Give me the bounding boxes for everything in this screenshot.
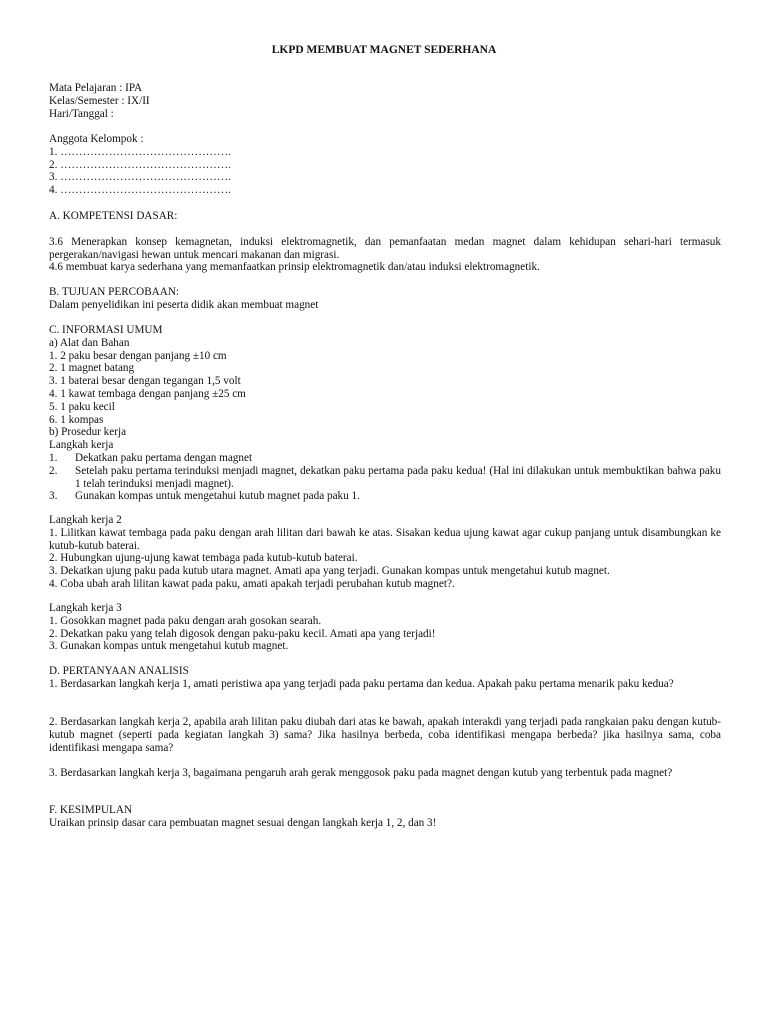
date-line: Hari/Tanggal : xyxy=(49,107,114,120)
step1-item xyxy=(49,465,721,491)
identity-block xyxy=(49,82,721,120)
tool-item: 3. 1 baterai besar dengan tegangan 1,5 volt xyxy=(49,375,241,388)
step3-item: 3. Gunakan kompas untuk mengetahui kutub magnet. xyxy=(49,640,289,653)
step1-item-number: 3. xyxy=(49,490,58,503)
step1-item-text: Setelah paku pertama terinduksi menjadi magnet, dekatkan paku pertama pada paku kedua! (Hal ini dilakukan untuk membuktikan bahwa paku 1 telah terinduksi menjadi magnet). xyxy=(75,464,721,490)
step3-item: 2. Dekatkan paku yang telah digosok dengan paku-paku kecil. Amati apa yang terjadi! xyxy=(49,627,436,640)
section-c-heading: C. INFORMASI UMUM xyxy=(49,324,163,336)
analysis-question-3: 3. Berdasarkan langkah kerja 3, bagaimana pengaruh arah gerak menggosok paku pada magnet dengan kutub yang terbentuk pada magnet? xyxy=(49,767,673,779)
step2-heading: Langkah kerja 2 xyxy=(49,514,122,526)
section-d-heading: D. PERTANYAAN ANALISIS xyxy=(49,665,189,677)
step3-heading: Langkah kerja 3 xyxy=(49,602,122,614)
step3-item: 1. Gosokkan magnet pada paku dengan arah gosokan searah. xyxy=(49,614,322,627)
step2-item: 1. Lilitkan kawat tembaga pada paku dengan arah lilitan dari bawah ke atas. Sisakan kedua ujung kawat agar cukup panjang untuk disambungkan ke kutub-kutub baterai. xyxy=(49,526,721,552)
section-c xyxy=(49,324,721,503)
section-b-heading: B. TUJUAN PERCOBAAN: xyxy=(49,286,180,298)
group-block xyxy=(49,133,721,197)
competency-3-6: 3.6 Menerapkan konsep kemagnetan, induksi elektromagnetik, dan pemanfaatan medan magnet dalam kehidupan sehari-hari termasuk pergerakan/navigasi hewan untuk mencari makanan dan migrasi. xyxy=(49,236,721,261)
step1-item xyxy=(49,452,721,465)
group-member-line: 2. ………………………………………. xyxy=(49,158,231,171)
step2-item: 2. Hubungkan ujung-ujung kawat tembaga pada kutub-kutub baterai. xyxy=(49,552,358,565)
document-title: LKPD MEMBUAT MAGNET SEDERHANA xyxy=(271,44,497,56)
tool-item: 2. 1 magnet batang xyxy=(49,362,135,375)
step1-item xyxy=(49,490,721,503)
step1-item-number: 2. xyxy=(49,464,58,477)
tool-item: 6. 1 kompas xyxy=(49,413,104,426)
section-a-heading: A. KOMPETENSI DASAR: xyxy=(49,210,178,222)
group-member-line: 3. ………………………………………. xyxy=(49,171,231,184)
step2-item: 4. Coba ubah arah lilitan kawat pada paku, amati apakah terjadi perubahan kutub magnet?. xyxy=(49,577,455,590)
group-heading: Anggota Kelompok : xyxy=(49,133,144,145)
class-line: Kelas/Semester : IX/II xyxy=(49,94,150,107)
group-member-line: 4. ………………………………………. xyxy=(49,184,231,197)
tool-item: 4. 1 kawat tembaga dengan panjang ±25 cm xyxy=(49,387,246,400)
step1-item-text: Dekatkan paku pertama dengan magnet xyxy=(75,451,253,464)
step1-heading: Langkah kerja xyxy=(49,439,114,452)
analysis-question-1: 1. Berdasarkan langkah kerja 1, amati peristiwa apa yang terjadi pada paku pertama dan kedua. Apakah paku pertama menarik paku kedua? xyxy=(49,678,674,690)
tool-item: 1. 2 paku besar dengan panjang ±10 cm xyxy=(49,349,227,362)
step1-item-text: Gunakan kompas untuk mengetahui kutub magnet pada paku 1. xyxy=(75,490,360,503)
step2-block xyxy=(49,514,721,591)
step2-item: 3. Dekatkan ujung paku pada kutub utara magnet. Amati apa yang terjadi. Gunakan kompas untuk mengetahui kutub magnet. xyxy=(49,565,610,578)
tools-heading: a) Alat dan Bahan xyxy=(49,336,130,349)
group-member-line: 1. ………………………………………. xyxy=(49,145,231,158)
step1-item-number: 1. xyxy=(49,451,58,464)
subject-line: Mata Pelajaran : IPA xyxy=(49,82,143,94)
analysis-question-2: 2. Berdasarkan langkah kerja 2, apabila arah lilitan paku diubah dari atas ke bawah, apakah interakdi yang terjadi pada rangkaian paku dengan kutub-kutub magnet (seperti pada kegiatan langkah 3) sama? Jika hasilnya berbeda, coba identifikasi mengapa berbeda? jika hasilnya sama, coba identifikasi mengapa sama? xyxy=(49,716,721,754)
competency-4-6: 4.6 membuat karya sederhana yang memanfaatkan prinsip elektromagnetik dan/atau induksi elektromagnetik. xyxy=(49,261,540,273)
objective-text: Dalam penyelidikan ini peserta didik akan membuat magnet xyxy=(49,299,319,311)
conclusion-text: Uraikan prinsip dasar cara pembuatan magnet sesuai dengan langkah kerja 1, 2, dan 3! xyxy=(49,817,437,829)
tool-item: 5. 1 paku kecil xyxy=(49,400,115,413)
step3-block xyxy=(49,602,721,653)
procedure-heading: b) Prosedur kerja xyxy=(49,426,127,439)
section-f-heading: F. KESIMPULAN xyxy=(49,804,133,816)
